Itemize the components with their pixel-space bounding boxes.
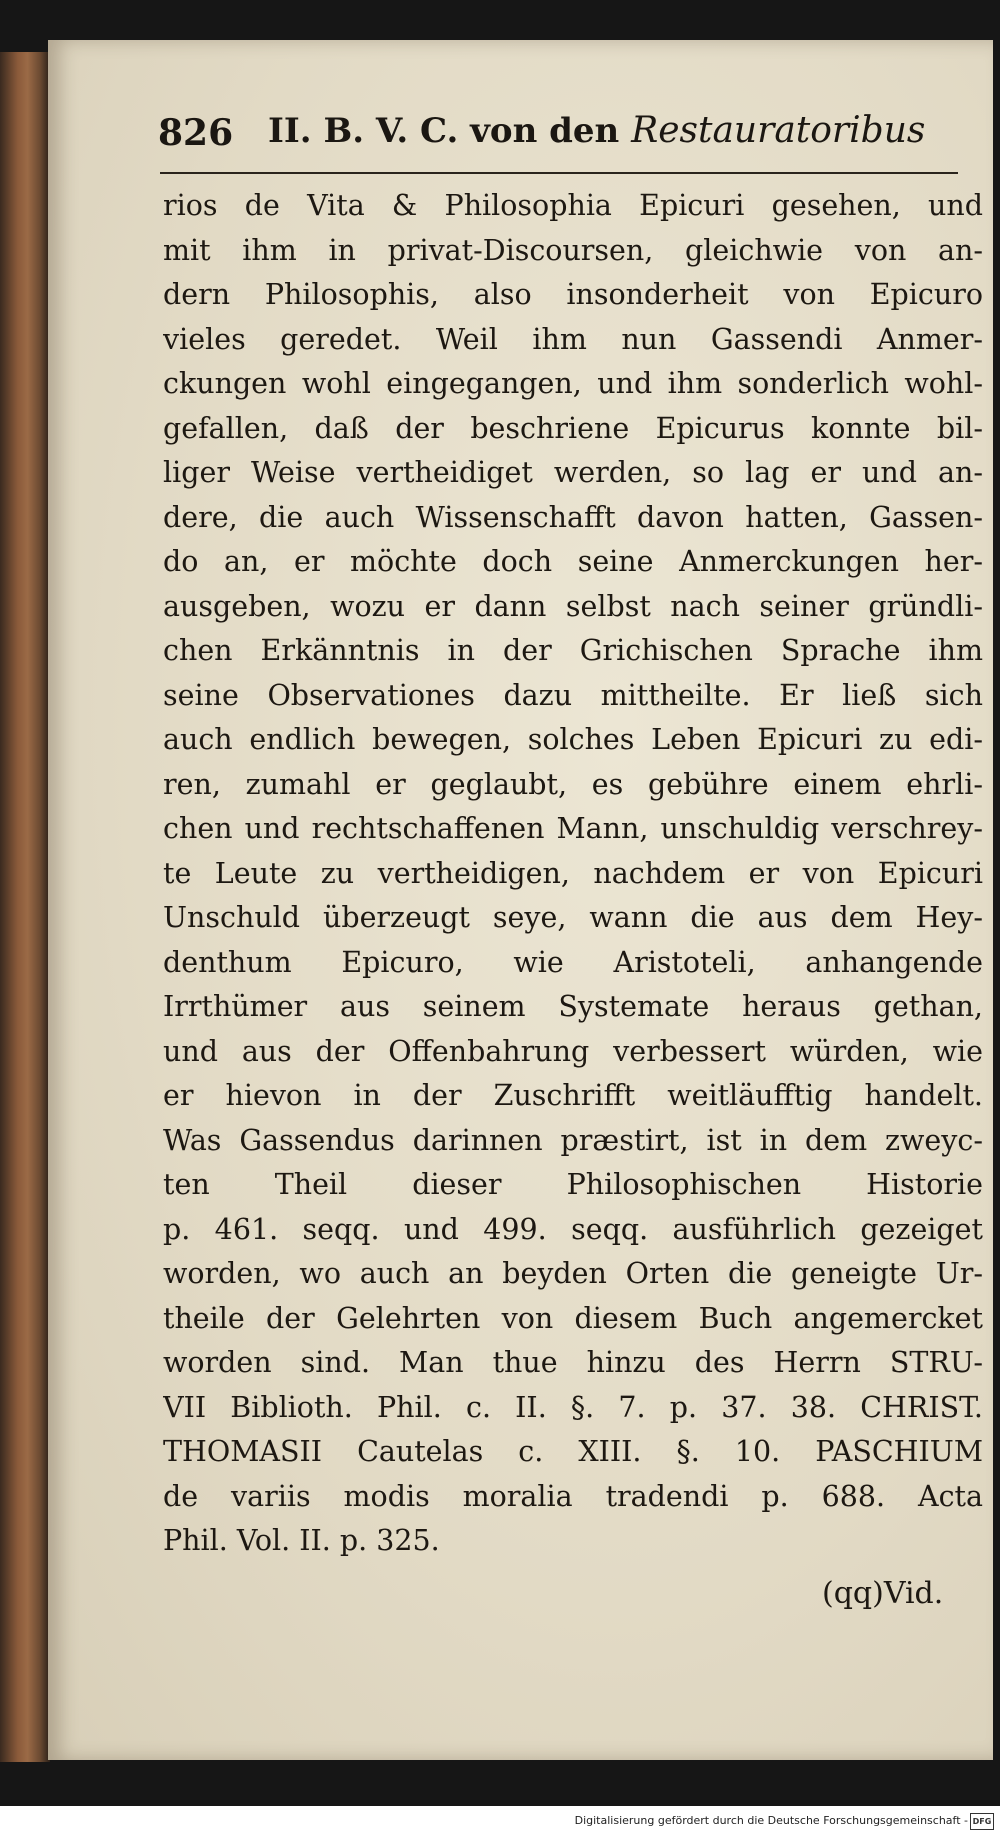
text-line: mit ihm in privat-Discoursen, gleichwie von an- [163,233,983,267]
header-rule [160,172,958,174]
text-line: liger Weise vertheidiget werden, so lag er und an- [163,456,983,489]
text-line: theile der Gelehrten von diesem Buch angemercket [163,1301,983,1335]
text-line: rios de Vita & Philosophia Epicuri gesehen, und [163,189,983,222]
text-line: ren, zumahl er geglaubt, es gebühre einem ehrli- [163,767,983,801]
text-line: denthum Epicuro, wie Aristoteli, anhangende [163,945,983,979]
text-line: seine Observationes dazu mittheilte. Er ließ sich [163,678,983,712]
text-line-last: Phil. Vol. II. p. 325. [163,1524,440,1557]
funding-credit: Digitalisierung gefördert durch die Deutsche Forschungsgemeinschaft - [574,1814,968,1827]
text-line: ckungen wohl eingegangen, und ihm sonderlich wohl- [163,367,983,400]
text-line: worden sind. Man thue hinzu des Herrn STRU- [163,1346,983,1379]
running-head [268,110,925,151]
text-line: THOMASII Cautelas c. XIII. §. 10. PASCHIUM [163,1435,983,1468]
text-line: dern Philosophis, also insonderheit von Epicuro [163,278,983,311]
text-line: do an, er möchte doch seine Anmerckungen her- [163,545,983,578]
footer-bar [0,1806,1000,1838]
text-line: ten Theil dieser Philosophischen Historie [163,1168,983,1201]
text-line: auch endlich bewegen, solches Leben Epicuri zu edi- [163,723,983,756]
text-line: VII Biblioth. Phil. c. II. §. 7. p. 37. 38. CHRIST. [163,1390,983,1424]
text-line: chen Erkänntnis in der Grichischen Sprache ihm [163,634,983,667]
body-text [163,184,983,1564]
catchword: (qq)Vid. [822,1576,944,1611]
text-line: vieles geredet. Weil ihm nun Gassendi Anmer- [163,322,983,356]
text-line: worden, wo auch an beyden Orten die geneigte Ur- [163,1257,983,1290]
text-line: ausgeben, wozu er dann selbst nach seiner gründli- [163,589,983,623]
book-edge [0,52,50,1762]
text-line: dere, die auch Wissenschafft davon hatten, Gassen- [163,500,983,534]
dfg-logo-icon: DFG [970,1813,994,1830]
text-line: Irrthümer aus seinem Systemate heraus gethan, [163,990,983,1023]
text-line: er hievon in der Zuschrifft weitläufftig handelt. [163,1079,983,1112]
text-line: gefallen, daß der beschriene Epicurus konnte bil- [163,411,983,445]
text-line: chen und rechtschaffenen Mann, unschuldig verschrey- [163,812,983,845]
running-head-text: II. B. V. C. von den [268,111,620,151]
text-line: Was Gassendus darinnen præstirt, ist in dem zweyc- [163,1123,983,1157]
page-header [118,100,948,160]
running-head-italic: Restauratoribus [631,110,926,151]
text-line: te Leute zu vertheidigen, nachdem er von Epicuri [163,856,983,890]
text-line: de variis modis moralia tradendi p. 688. Acta [163,1479,983,1513]
text-line: und aus der Offenbahrung verbessert würden, wie [163,1034,983,1068]
text-line: p. 461. seqq. und 499. seqq. ausführlich gezeiget [163,1212,983,1246]
page-number: 826 [158,112,234,154]
text-line: Unschuld überzeugt seye, wann die aus dem Hey- [163,901,983,934]
